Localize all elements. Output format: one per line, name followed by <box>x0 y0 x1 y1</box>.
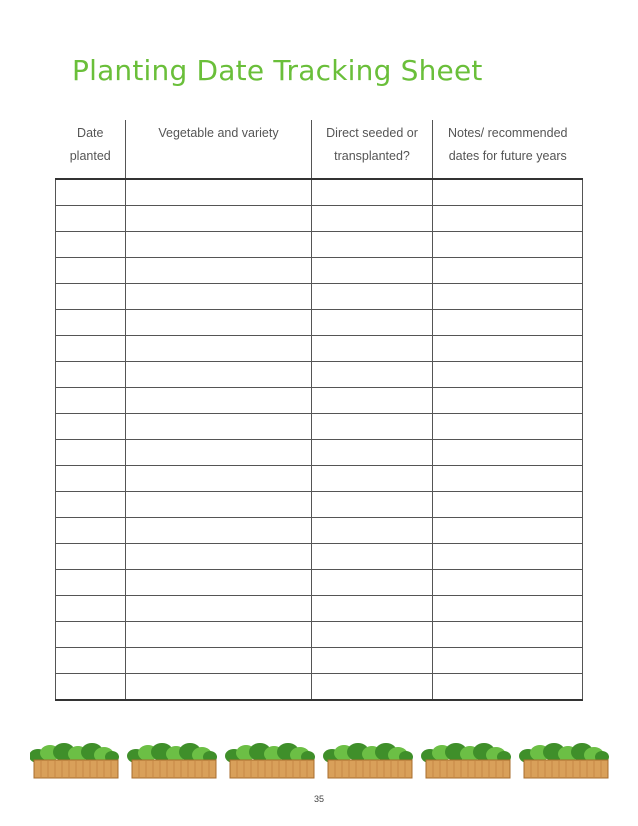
method-cell[interactable] <box>312 179 433 206</box>
date-cell[interactable] <box>56 544 126 570</box>
date-cell[interactable] <box>56 336 126 362</box>
vegetable-cell[interactable] <box>126 440 312 466</box>
vegetable-cell[interactable] <box>126 674 312 701</box>
notes-cell[interactable] <box>433 284 583 310</box>
planter-box-icon <box>519 743 609 778</box>
method-cell[interactable] <box>312 648 433 674</box>
vegetable-cell[interactable] <box>126 414 312 440</box>
vegetable-cell[interactable] <box>126 310 312 336</box>
notes-cell[interactable] <box>433 440 583 466</box>
notes-cell[interactable] <box>433 232 583 258</box>
method-cell[interactable] <box>312 440 433 466</box>
vegetable-cell[interactable] <box>126 336 312 362</box>
date-cell[interactable] <box>56 310 126 336</box>
method-cell[interactable] <box>312 466 433 492</box>
date-cell[interactable] <box>56 622 126 648</box>
table-row <box>56 414 583 440</box>
table-row <box>56 518 583 544</box>
method-cell[interactable] <box>312 258 433 284</box>
method-cell[interactable] <box>312 362 433 388</box>
vegetable-cell[interactable] <box>126 648 312 674</box>
header-method-line1: Direct seeded or <box>326 126 418 140</box>
vegetable-cell[interactable] <box>126 518 312 544</box>
table-row <box>56 258 583 284</box>
vegetable-cell[interactable] <box>126 622 312 648</box>
header-notes-line2: dates for future years <box>448 149 567 163</box>
notes-cell[interactable] <box>433 362 583 388</box>
table-row <box>56 596 583 622</box>
method-cell[interactable] <box>312 544 433 570</box>
date-cell[interactable] <box>56 414 126 440</box>
table-row <box>56 648 583 674</box>
table-row <box>56 179 583 206</box>
notes-cell[interactable] <box>433 570 583 596</box>
header-method-line2: transplanted? <box>334 149 410 163</box>
notes-cell[interactable] <box>433 466 583 492</box>
vegetable-cell[interactable] <box>126 284 312 310</box>
planter-box-icon <box>127 743 217 778</box>
notes-cell[interactable] <box>433 258 583 284</box>
notes-cell[interactable] <box>433 179 583 206</box>
planter-box-icon <box>323 743 413 778</box>
method-cell[interactable] <box>312 310 433 336</box>
vegetable-cell[interactable] <box>126 388 312 414</box>
vegetable-cell[interactable] <box>126 232 312 258</box>
header-date-line2: planted <box>69 149 111 163</box>
table-row <box>56 674 583 701</box>
date-cell[interactable] <box>56 596 126 622</box>
table-row <box>56 492 583 518</box>
notes-cell[interactable] <box>433 518 583 544</box>
vegetable-cell[interactable] <box>126 258 312 284</box>
date-cell[interactable] <box>56 518 126 544</box>
method-cell[interactable] <box>312 388 433 414</box>
date-cell[interactable] <box>56 648 126 674</box>
method-cell[interactable] <box>312 336 433 362</box>
vegetable-cell[interactable] <box>126 544 312 570</box>
table-row <box>56 310 583 336</box>
header-vegetable-line1: Vegetable and variety <box>158 126 279 140</box>
date-cell[interactable] <box>56 388 126 414</box>
notes-cell[interactable] <box>433 310 583 336</box>
table-row <box>56 206 583 232</box>
notes-cell[interactable] <box>433 414 583 440</box>
method-cell[interactable] <box>312 232 433 258</box>
method-cell[interactable] <box>312 570 433 596</box>
method-cell[interactable] <box>312 596 433 622</box>
table-row <box>56 284 583 310</box>
method-cell[interactable] <box>312 492 433 518</box>
date-cell[interactable] <box>56 570 126 596</box>
method-cell[interactable] <box>312 284 433 310</box>
date-cell[interactable] <box>56 440 126 466</box>
header-method <box>312 120 433 179</box>
planter-box-icon <box>225 743 315 778</box>
header-vegetable <box>126 120 312 179</box>
header-notes-line1: Notes/ recommended <box>447 126 568 140</box>
header-notes <box>433 120 583 179</box>
vegetable-cell[interactable] <box>126 466 312 492</box>
vegetable-cell[interactable] <box>126 179 312 206</box>
planter-box-icon <box>421 743 511 778</box>
header-date-planted <box>56 120 126 179</box>
planter-decoration <box>30 742 610 780</box>
method-cell[interactable] <box>312 622 433 648</box>
notes-cell[interactable] <box>433 674 583 701</box>
vegetable-cell[interactable] <box>126 596 312 622</box>
notes-cell[interactable] <box>433 648 583 674</box>
notes-cell[interactable] <box>433 388 583 414</box>
table-row <box>56 440 583 466</box>
planting-table <box>55 120 583 701</box>
date-cell[interactable] <box>56 284 126 310</box>
header-row <box>56 120 583 179</box>
planter-box-icon <box>30 743 119 778</box>
date-cell[interactable] <box>56 258 126 284</box>
date-cell[interactable] <box>56 492 126 518</box>
page-title: Planting Date Tracking Sheet <box>72 54 483 87</box>
date-cell[interactable] <box>56 232 126 258</box>
date-cell[interactable] <box>56 206 126 232</box>
table-row <box>56 388 583 414</box>
header-date-line1: Date <box>77 126 104 140</box>
vegetable-cell[interactable] <box>126 492 312 518</box>
method-cell[interactable] <box>312 414 433 440</box>
method-cell[interactable] <box>312 206 433 232</box>
table-row <box>56 362 583 388</box>
table-row <box>56 336 583 362</box>
page-number: 35 <box>313 794 324 804</box>
date-cell[interactable] <box>56 466 126 492</box>
vegetable-cell[interactable] <box>126 206 312 232</box>
table-row <box>56 570 583 596</box>
notes-cell[interactable] <box>433 596 583 622</box>
date-cell[interactable] <box>56 362 126 388</box>
table-row <box>56 622 583 648</box>
notes-cell[interactable] <box>433 492 583 518</box>
vegetable-cell[interactable] <box>126 570 312 596</box>
table-row <box>56 232 583 258</box>
method-cell[interactable] <box>312 674 433 701</box>
notes-cell[interactable] <box>433 206 583 232</box>
method-cell[interactable] <box>312 518 433 544</box>
notes-cell[interactable] <box>433 622 583 648</box>
date-cell[interactable] <box>56 674 126 701</box>
date-cell[interactable] <box>56 179 126 206</box>
table-row <box>56 544 583 570</box>
vegetable-cell[interactable] <box>126 362 312 388</box>
notes-cell[interactable] <box>433 544 583 570</box>
notes-cell[interactable] <box>433 336 583 362</box>
table-row <box>56 466 583 492</box>
